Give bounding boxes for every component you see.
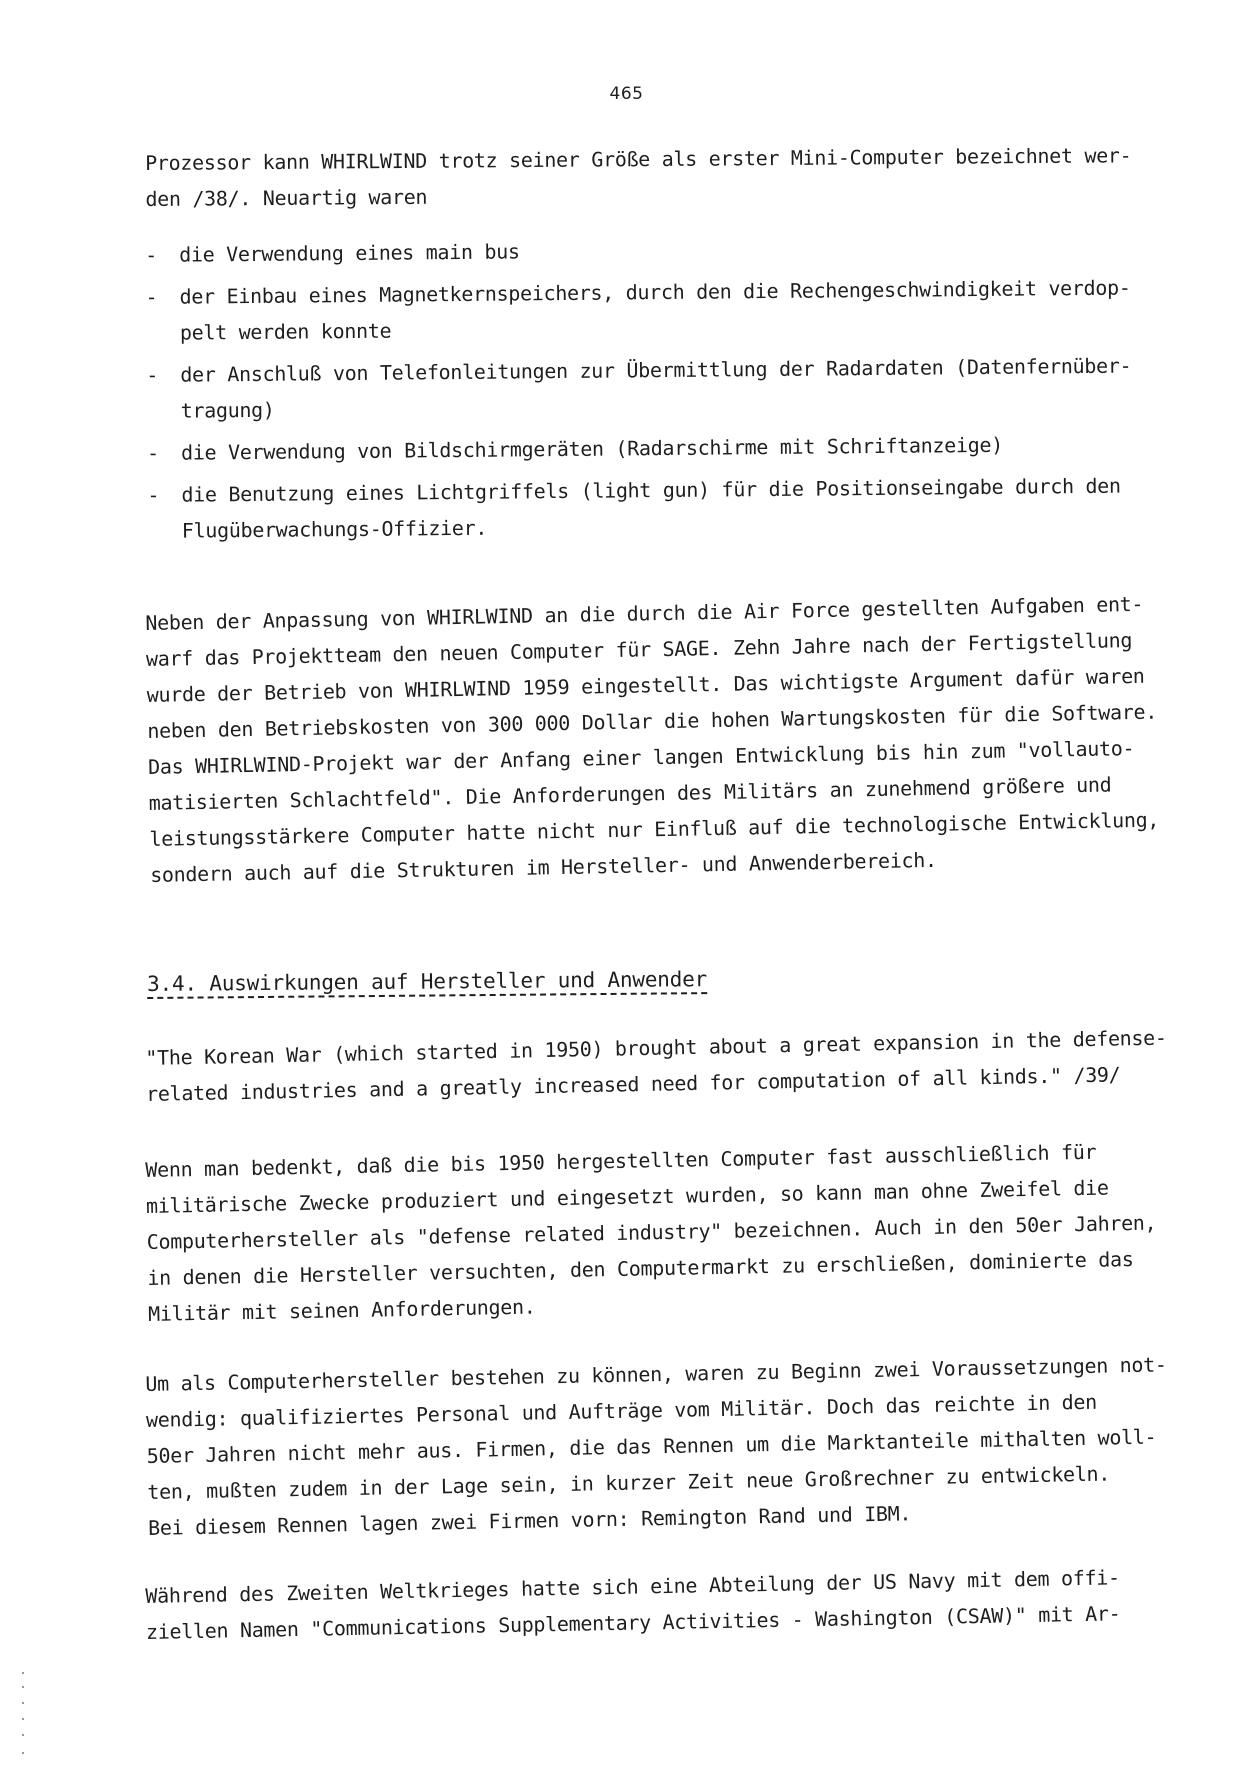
list-item <box>147 467 1148 549</box>
list-item-text: der Anschluß von Telefonleitungen zur Übermittlung der Radardaten (Datenfernüber- <box>180 353 1132 387</box>
feature-list <box>145 227 1148 549</box>
scan-margin-marks <box>18 1672 28 1772</box>
dash-bullet: - <box>145 284 158 309</box>
text-line: militärische Zwecke produziert und eingesetzt wurden, so kann man ohne Zweifel die <box>145 1175 1109 1218</box>
list-item-text: die Verwendung von Bildschirmgeräten (Radarschirme mit Schriftanzeige) <box>180 432 1004 465</box>
text-line: Das WHIRLWIND-Projekt war der Anfang einer langen Entwicklung bis hin zum "vollauto- <box>147 736 1135 779</box>
text-line: Um als Computerhersteller bestehen zu können, waren zu Beginn zwei Voraussetzungen not- <box>145 1352 1167 1396</box>
text-line: Während des Zweiten Weltkrieges hatte sich eine Abteilung der US Navy mit dem offi- <box>145 1565 1120 1608</box>
text-line: wendig: qualifiziertes Personal und Aufträge vom Militär. Doch das reichte in den <box>145 1389 1098 1432</box>
list-item-text: tragung) <box>180 397 275 423</box>
dash-bullet: - <box>146 440 159 465</box>
text-line: Bei diesem Rennen lagen zwei Firmen vorn: Remington Rand und IBM. <box>147 1501 912 1540</box>
dash-bullet: - <box>146 362 159 387</box>
text-line: den /38/. Neuartig waren <box>145 184 428 211</box>
paragraph-manufacturers <box>145 1347 1167 1546</box>
dash-bullet: - <box>145 242 158 267</box>
text-line: wurde der Betrieb von WHIRLWIND 1959 eingestellt. Das wichtigste Argument dafür waren <box>146 663 1145 707</box>
list-item-text: pelt werden konnte <box>179 318 392 345</box>
text-line: 50er Jahren nicht mehr aus. Firmen, die das Rennen um die Marktanteile mithalten woll- <box>146 1424 1157 1468</box>
section-heading: 3.4. Auswirkungen auf Hersteller und Anwender <box>147 967 707 999</box>
paragraph-defense-industry <box>145 1133 1157 1332</box>
text-line: Prozessor kann WHIRLWIND trotz seiner Größe als erster Mini-Computer bezeichnet wer- <box>145 143 1132 175</box>
list-item-text: Flugüberwachungs-Offizier. <box>181 515 488 543</box>
text-line: matisierten Schlachtfeld". Die Anforderungen des Militärs an zunehmend größere und <box>148 772 1112 815</box>
intro-paragraph <box>145 137 1146 217</box>
quote-paragraph <box>145 1020 1167 1112</box>
text-line: leistungsstärkere Computer hatte nicht nur Einfluß auf die technologische Entwicklung, <box>149 807 1160 851</box>
text-line: sondern auch auf die Strukturen im Hersteller- und Anwenderbereich. <box>149 847 937 887</box>
list-item-text: der Einbau eines Magnetkernspeichers, durch den die Rechengeschwindigkeit verdop- <box>179 275 1131 309</box>
paragraph-whirlwind <box>145 586 1160 893</box>
text-line: Wenn man bedenkt, daß die bis 1950 hergestellten Computer fast ausschließlich für <box>145 1139 1097 1182</box>
page-number: 465 <box>609 84 644 104</box>
list-item-text: die Benutzung eines Lichtgriffels (light gun) für die Positionseingabe durch den <box>181 473 1121 507</box>
text-line: neben den Betriebskosten von 300 000 Dollar die hohen Wartungskosten für die Software. <box>147 699 1158 743</box>
text-line: Militär mit seinen Anforderungen. <box>147 1294 536 1326</box>
list-item <box>147 425 1147 471</box>
text-line: ten, mußten zudem in der Lage sein, in kurzer Zeit neue Großrechner zu entwickeln. <box>147 1461 1111 1504</box>
text-line: Computerhersteller als "defense related industry" bezeichnen. Auch in den 50er Jahren, <box>146 1210 1157 1254</box>
text-line: "The Korean War (which started in 1950) brought about a great expansion in the defense- <box>145 1025 1167 1070</box>
text-line: warf das Projektteam den neuen Computer für SAGE. Zehn Jahre nach der Fertigstellung <box>145 628 1133 671</box>
paragraph-us-navy <box>145 1559 1146 1650</box>
list-item <box>145 227 1145 273</box>
dash-bullet: - <box>147 482 160 507</box>
text-line: Neben der Anpassung von WHIRLWIND an die durch die Air Force gestellten Aufgaben ent- <box>145 591 1144 635</box>
text-line: related industries and a greatly increased need for computation of all kinds." /39/ <box>145 1062 1121 1106</box>
list-item <box>145 269 1146 351</box>
text-line: ziellen Namen "Communications Supplementary Activities - Washington (CSAW)" mit Ar- <box>145 1601 1121 1644</box>
text-line: in denen die Hersteller versuchten, den Computermarkt zu erschließen, dominierte das <box>147 1247 1134 1290</box>
list-item-text: die Verwendung eines main bus <box>179 239 520 267</box>
list-item <box>146 347 1147 429</box>
